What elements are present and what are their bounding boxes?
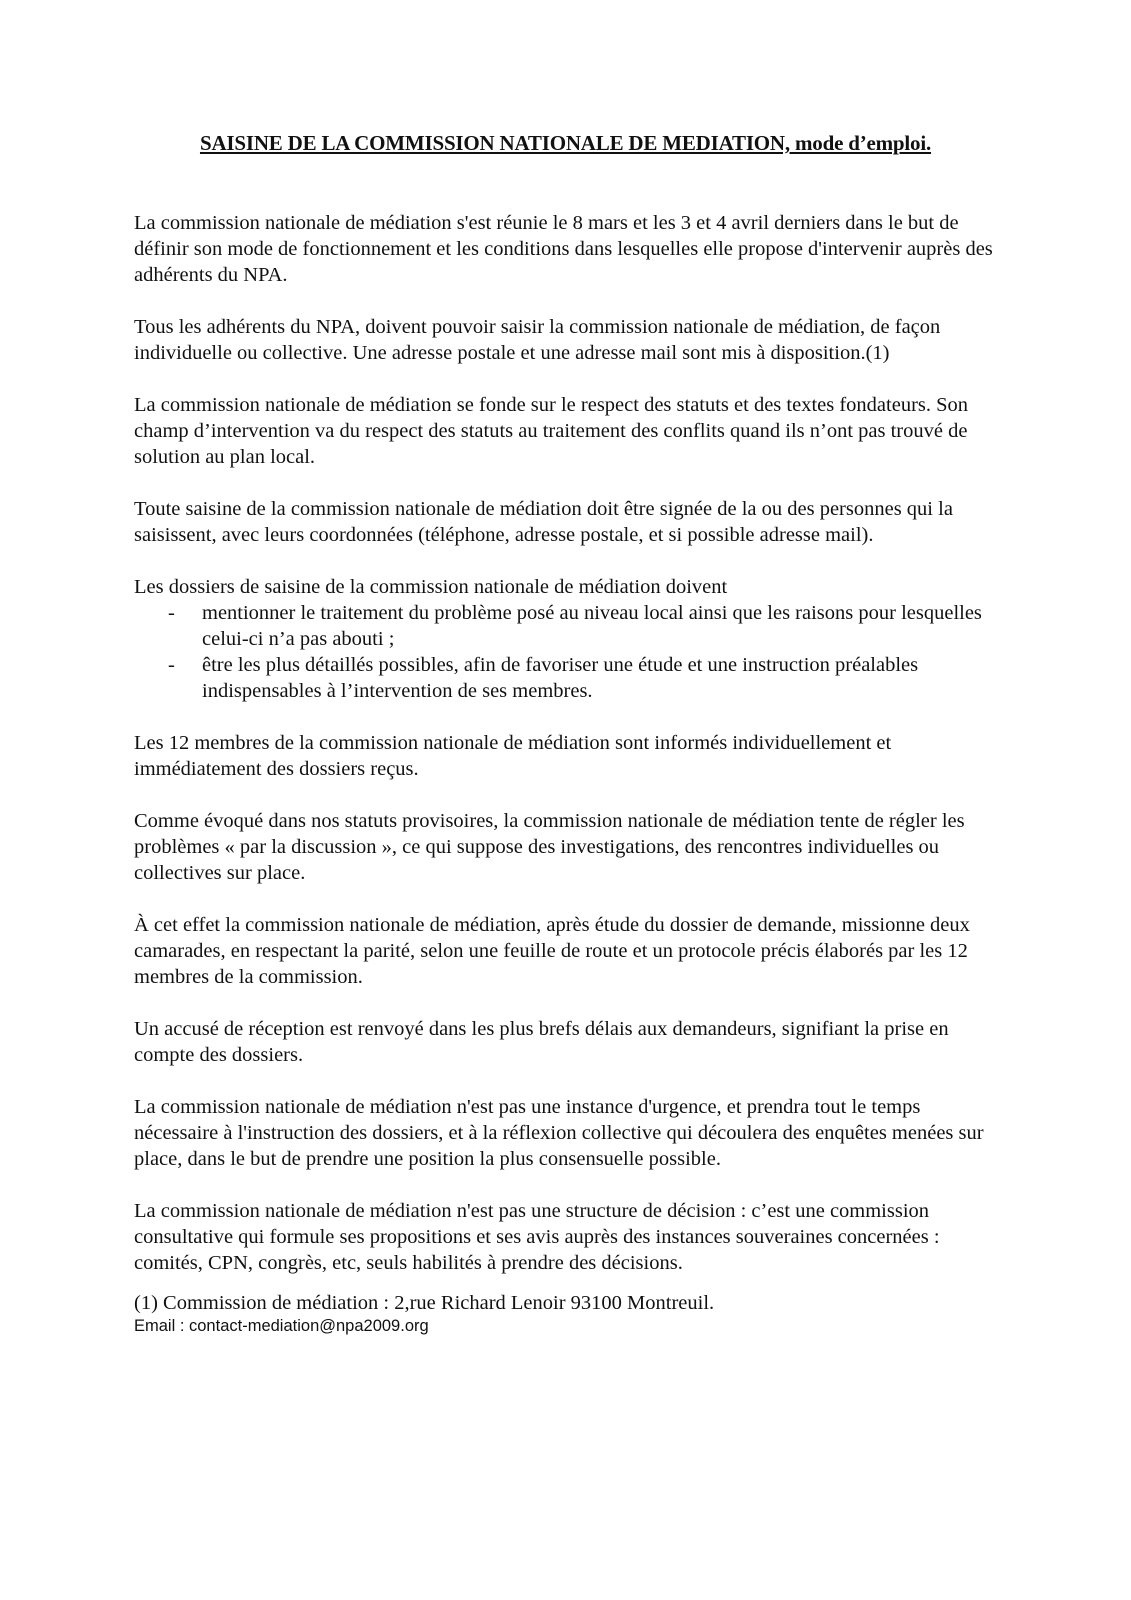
paragraph-scope: La commission nationale de médiation se fonde sur le respect des statuts et des textes fondateurs. Son champ d’intervention va du respect des statuts au traitement des conflits quand ils n’ont pas trouvé de solution au plan local. (134, 394, 969, 468)
dossier-requirements-list (134, 600, 1004, 704)
list-item-text: mentionner le traitement du problème posé au niveau local ainsi que les raisons pour lesquelles celui-ci n’a pas abouti ; (202, 602, 982, 650)
paragraph-discussion: Comme évoqué dans nos statuts provisoires, la commission nationale de médiation tente de régler les problèmes « par la discussion », ce qui suppose des investigations, des rencontres individuelles ou collectives sur place. (134, 810, 965, 884)
paragraph-dossier-intro: Les dossiers de saisine de la commission nationale de médiation doivent (134, 576, 728, 598)
document-body (134, 210, 1004, 1336)
paragraph-mission: À cet effet la commission nationale de médiation, après étude du dossier de demande, missionne deux camarades, en respectant la parité, selon une feuille de route et un protocole précis élaborés par les 12 membres de la commission. (134, 914, 970, 988)
list-dash-marker: - (168, 602, 175, 624)
paragraph-consultative: La commission nationale de médiation n'est pas une structure de décision : c’est une commission consultative qui formule ses propositions et ses avis auprès des instances souveraines concernées : comités, CPN, congrès, etc, seuls habilités à prendre des décisions. (134, 1200, 940, 1274)
list-item (134, 652, 1004, 704)
document-title: SAISINE DE LA COMMISSION NATIONALE DE MEDIATION, mode d’emploi. (199, 131, 932, 155)
paragraph-who-can-refer: Tous les adhérents du NPA, doivent pouvoir saisir la commission nationale de médiation, de façon individuelle ou collective. Une adresse postale et une adresse mail sont mis à disposition.(1) (134, 316, 941, 364)
paragraph-not-urgent: La commission nationale de médiation n'est pas une instance d'urgence, et prendra tout le temps nécessaire à l'instruction des dossiers, et à la réflexion collective qui découlera des enquêtes menées sur place, dans le but de prendre une position la plus consensuelle possible. (134, 1096, 984, 1170)
footnote-email: Email : contact-mediation@npa2009.org (134, 1317, 429, 1335)
paragraph-signature: Toute saisine de la commission nationale de médiation doit être signée de la ou des personnes qui la saisissent, avec leurs coordonnées (téléphone, adresse postale, et si possible adresse mail). (134, 498, 953, 546)
paragraph-members-informed: Les 12 membres de la commission nationale de médiation sont informés individuellement et immédiatement des dossiers reçus. (134, 732, 892, 780)
paragraph-meeting: La commission nationale de médiation s'est réunie le 8 mars et les 3 et 4 avril derniers dans le but de définir son mode de fonctionnement et les conditions dans lesquelles elle propose d'intervenir auprès des adhérents du NPA. (134, 212, 993, 286)
list-item-text: être les plus détaillés possibles, afin de favoriser une étude et une instruction préalables indispensables à l’intervention de ses membres. (202, 654, 919, 702)
list-item (134, 600, 1004, 652)
paragraph-acknowledgement: Un accusé de réception est renvoyé dans les plus brefs délais aux demandeurs, signifiant la prise en compte des dossiers. (134, 1018, 949, 1066)
list-dash-marker: - (168, 654, 175, 676)
footnote-address: (1) Commission de médiation : 2,rue Richard Lenoir 93100 Montreuil. (134, 1292, 715, 1314)
